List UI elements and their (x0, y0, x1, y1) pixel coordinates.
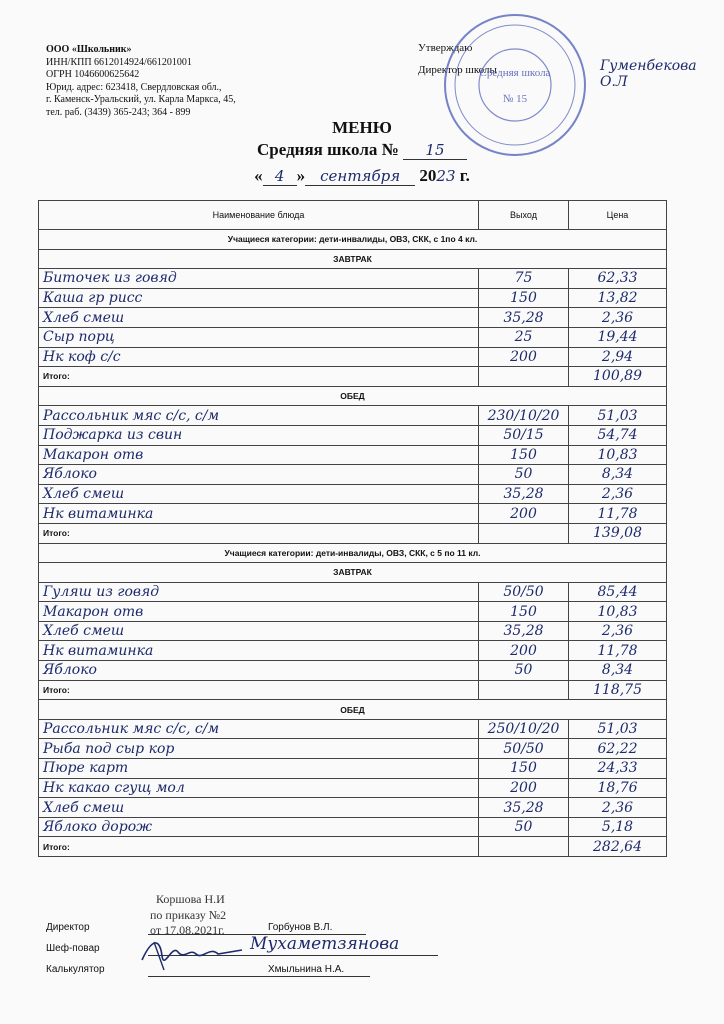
column-name-header: Наименование блюда (39, 201, 479, 230)
date-year-prefix: 20 (419, 166, 437, 185)
dish-name: Нк какао сгущ мол (39, 778, 479, 798)
category-row (39, 230, 667, 250)
meal-heading: ОБЕД (39, 386, 667, 406)
dish-output: 250/10/20 (479, 719, 569, 739)
dish-price: 2,36 (569, 621, 667, 641)
dish-output: 150 (479, 602, 569, 622)
dish-price: 54,74 (569, 425, 667, 445)
dish-output: 35,28 (479, 308, 569, 328)
table-row (39, 778, 667, 798)
dish-price: 24,33 (569, 759, 667, 779)
dish-price: 51,03 (569, 406, 667, 426)
table-row (39, 445, 667, 465)
date-mid: » (296, 166, 306, 185)
dish-output: 150 (479, 288, 569, 308)
table-row (39, 269, 667, 289)
dish-price: 8,34 (569, 661, 667, 681)
table-row (39, 288, 667, 308)
dish-name: Макарон отв (39, 445, 479, 465)
dish-price: 2,36 (569, 484, 667, 504)
note-name: Коршова Н.И (156, 892, 225, 906)
approval-director: Директор школы (418, 64, 497, 76)
org-ogrn: ОГРН 1046600625642 (46, 69, 140, 80)
org-name: ООО «Школьник» (46, 44, 132, 55)
school-label: Средняя школа № (257, 140, 399, 159)
org-phone: тел. раб. (3439) 365-243; 364 - 899 (46, 106, 191, 118)
dish-name: Каша гр рисс (39, 288, 479, 308)
dish-output: 200 (479, 641, 569, 661)
org-address-2: г. Каменск-Уральский, ул. Карла Маркса, 45, (46, 94, 236, 105)
dish-name: Сыр порц (39, 327, 479, 347)
dish-name: Макарон отв (39, 602, 479, 622)
dish-output: 25 (479, 327, 569, 347)
org-address-1: Юрид. адрес: 623418, Свердловская обл., (46, 81, 222, 93)
dish-output: 35,28 (479, 621, 569, 641)
stamp-school: Средняя школа (479, 67, 551, 79)
chef-handwritten-name: Мухаметзянова (250, 934, 400, 954)
dish-name: Нк витаминка (39, 641, 479, 661)
dish-output: 50/15 (479, 425, 569, 445)
date-open: « (254, 166, 263, 185)
table-row (39, 327, 667, 347)
school-number: 15 (403, 141, 467, 160)
dish-output: 35,28 (479, 484, 569, 504)
total-row (39, 367, 667, 387)
dish-output: 230/10/20 (479, 406, 569, 426)
chef-signature-label: Шеф-повар (46, 943, 100, 954)
dish-name: Гуляш из говяд (39, 582, 479, 602)
dish-name: Биточек из говяд (39, 269, 479, 289)
table-row (39, 817, 667, 837)
dish-price: 5,18 (569, 817, 667, 837)
table-row (39, 465, 667, 485)
total-row (39, 837, 667, 857)
dish-output: 50/50 (479, 582, 569, 602)
dish-output: 50/50 (479, 739, 569, 759)
date-year-suffix: 23 (436, 167, 456, 185)
page-title: МЕНЮ (332, 118, 392, 137)
total-value: 282,64 (569, 837, 667, 857)
total-value: 118,75 (569, 680, 667, 700)
dish-output: 200 (479, 778, 569, 798)
table-row (39, 308, 667, 328)
total-label: Итого: (39, 837, 479, 857)
table-row (39, 641, 667, 661)
calculator-signature-label: Калькулятор (46, 964, 105, 975)
total-empty (479, 523, 569, 543)
dish-price: 19,44 (569, 327, 667, 347)
total-empty (479, 367, 569, 387)
dish-price: 62,33 (569, 269, 667, 289)
dish-price: 11,78 (569, 641, 667, 661)
dish-name: Хлеб смеш (39, 308, 479, 328)
category-heading: Учащиеся категории: дети-инвалиды, ОВЗ, СКК, с 5 по 11 кл. (39, 543, 667, 563)
dish-price: 18,76 (569, 778, 667, 798)
dish-name: Хлеб смеш (39, 798, 479, 818)
menu-date (0, 166, 724, 186)
table-row (39, 661, 667, 681)
table-row (39, 759, 667, 779)
dish-output: 150 (479, 445, 569, 465)
category-heading: Учащиеся категории: дети-инвалиды, ОВЗ, СКК, с 1по 4 кл. (39, 230, 667, 250)
org-inn: ИНН/КПП 6612014924/661201001 (46, 56, 192, 68)
total-value: 100,89 (569, 367, 667, 387)
meal-row (39, 563, 667, 583)
calculator-name: Хмыльнина Н.А. (268, 964, 345, 975)
approval-label: Утверждаю (418, 42, 473, 54)
category-row (39, 543, 667, 563)
meal-heading: ЗАВТРАК (39, 563, 667, 583)
dish-name: Яблоко (39, 465, 479, 485)
table-row (39, 719, 667, 739)
dish-price: 51,03 (569, 719, 667, 739)
table-row (39, 406, 667, 426)
menu-table-body (39, 230, 667, 857)
dish-price: 10,83 (569, 602, 667, 622)
meal-row (39, 386, 667, 406)
meal-heading: ЗАВТРАК (39, 249, 667, 269)
director-name: Горбунов В.Л. (268, 922, 333, 933)
organization-block (46, 44, 236, 119)
dish-price: 2,94 (569, 347, 667, 367)
note-date: от 17.08.2021г. (150, 923, 225, 937)
total-label: Итого: (39, 367, 479, 387)
total-label: Итого: (39, 523, 479, 543)
table-row (39, 504, 667, 524)
table-row (39, 582, 667, 602)
dish-output: 200 (479, 347, 569, 367)
stamp-number: № 15 (502, 93, 528, 105)
meal-row (39, 249, 667, 269)
approval-signer-handwritten: Гуменбекова О.Л (600, 58, 697, 90)
column-price-header: Цена (569, 201, 667, 230)
dish-name: Рассольник мяс с/с, с/м (39, 406, 479, 426)
dish-output: 75 (479, 269, 569, 289)
table-row (39, 739, 667, 759)
table-row (39, 798, 667, 818)
table-row (39, 602, 667, 622)
dish-name: Нк витаминка (39, 504, 479, 524)
dish-output: 200 (479, 504, 569, 524)
dish-name: Рыба под сыр кор (39, 739, 479, 759)
total-row (39, 523, 667, 543)
dish-name: Хлеб смеш (39, 621, 479, 641)
table-header-row (39, 201, 667, 230)
column-out-header: Выход (479, 201, 569, 230)
dish-output: 50 (479, 465, 569, 485)
total-empty (479, 837, 569, 857)
table-row (39, 347, 667, 367)
dish-price: 8,34 (569, 465, 667, 485)
date-year-end: г. (459, 166, 470, 185)
dish-name: Яблоко дорож (39, 817, 479, 837)
dish-price: 11,78 (569, 504, 667, 524)
dish-name: Пюре карт (39, 759, 479, 779)
table-row (39, 621, 667, 641)
school-subtitle (0, 140, 724, 160)
dish-price: 10,83 (569, 445, 667, 465)
date-day: 4 (263, 167, 297, 186)
director-signature-label: Директор (46, 922, 90, 933)
dish-name: Хлеб смеш (39, 484, 479, 504)
total-value: 139,08 (569, 523, 667, 543)
meal-row (39, 700, 667, 720)
table-row (39, 425, 667, 445)
dish-price: 13,82 (569, 288, 667, 308)
note-order: по приказу №2 (150, 908, 227, 922)
dish-output: 50 (479, 817, 569, 837)
dish-name: Поджарка из свин (39, 425, 479, 445)
meal-heading: ОБЕД (39, 700, 667, 720)
dish-price: 62,22 (569, 739, 667, 759)
dish-price: 85,44 (569, 582, 667, 602)
total-label: Итого: (39, 680, 479, 700)
total-empty (479, 680, 569, 700)
dish-output: 50 (479, 661, 569, 681)
dish-price: 2,36 (569, 798, 667, 818)
dish-output: 150 (479, 759, 569, 779)
dish-name: Нк коф с/с (39, 347, 479, 367)
dish-price: 2,36 (569, 308, 667, 328)
dish-name: Рассольник мяс с/с, с/м (39, 719, 479, 739)
table-row (39, 484, 667, 504)
dish-output: 35,28 (479, 798, 569, 818)
dish-name: Яблоко (39, 661, 479, 681)
total-row (39, 680, 667, 700)
date-month: сентября (305, 167, 415, 186)
menu-table (38, 200, 667, 857)
